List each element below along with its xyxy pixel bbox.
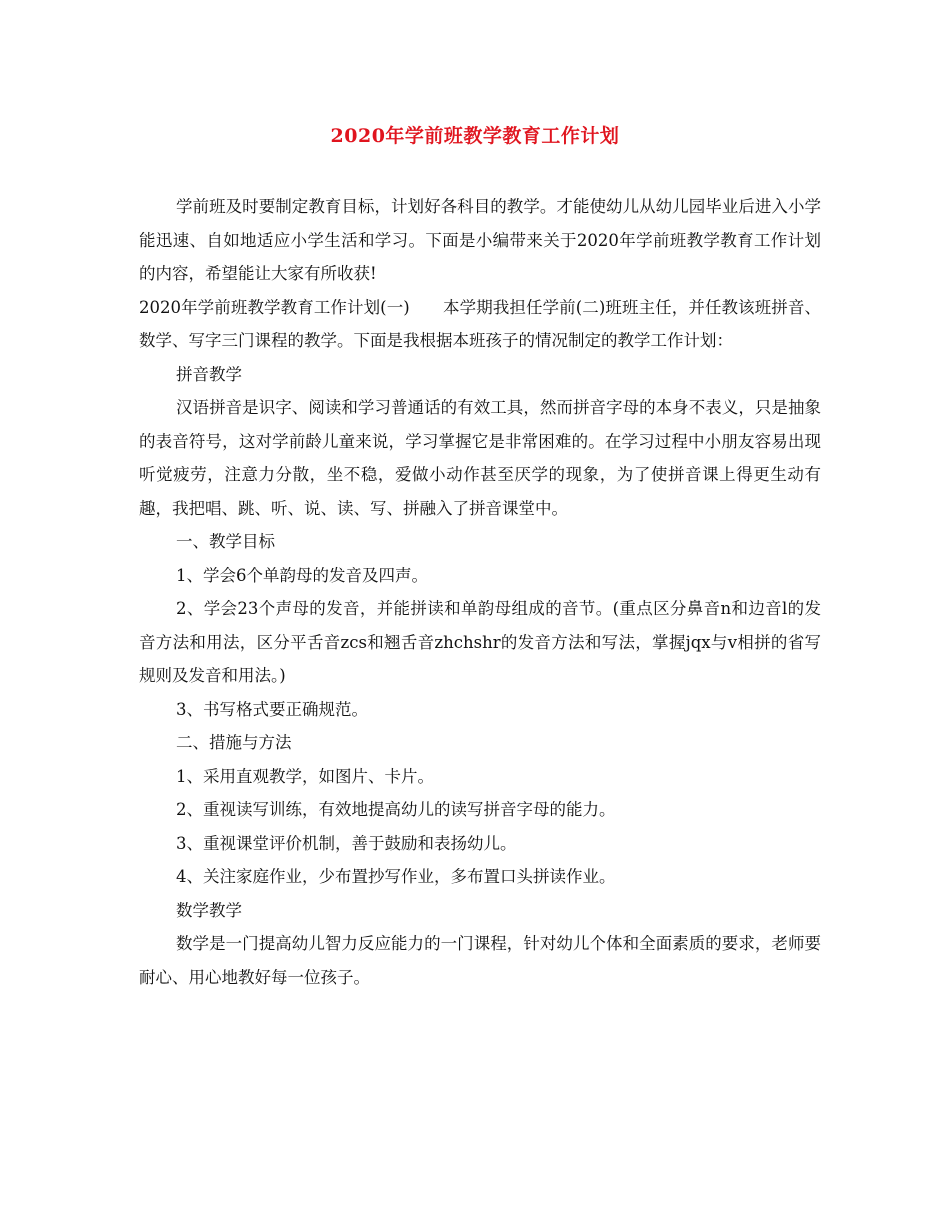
paragraph-plan-heading: 2020年学前班教学教育工作计划(一) 本学期我担任学前(二)班班主任，并任教该班拼音、数学、写字三门课程的教学。下面是我根据本班孩子的情况制定的教学工作计划： bbox=[139, 297, 821, 350]
section-heading-pinyin: 拼音教学 bbox=[176, 364, 242, 384]
list-item-goal-1: 1、学会6个单韵母的发音及四声。 bbox=[176, 565, 428, 585]
list-item-goal-2: 2、学会23个声母的发音，并能拼读和单韵母组成的音节。(重点区分鼻音n和边音l的发音方法和用法，区分平舌音zcs和翘舌音zhchshr的发音方法和写法，掌握jqx与v相拼的省写规则及发音和用法。) bbox=[139, 599, 821, 685]
subheading-teaching-goals: 一、教学目标 bbox=[176, 532, 275, 551]
paragraph-intro: 学前班及时要制定教育目标，计划好各科目的教学。才能使幼儿从幼儿园毕业后进入小学能迅速、自如地适应小学生活和学习。下面是小编带来关于2020年学前班教学教育工作计划的内容，希望能让大家有所收获! bbox=[139, 197, 821, 283]
list-item-measure-2: 2、重视读写训练，有效地提高幼儿的读写拼音字母的能力。 bbox=[176, 800, 616, 819]
subheading-measures: 二、措施与方法 bbox=[176, 733, 292, 752]
document-body bbox=[139, 190, 821, 994]
list-item-measure-3: 3、重视课堂评价机制，善于鼓励和表扬幼儿。 bbox=[176, 833, 517, 853]
list-item-measure-4: 4、关注家庭作业，少布置抄写作业，多布置口头拼读作业。 bbox=[176, 867, 616, 886]
list-item-measure-1: 1、采用直观教学，如图片、卡片。 bbox=[176, 766, 434, 786]
document-title: 2020年学前班教学教育工作计划 bbox=[330, 125, 620, 147]
list-item-goal-3: 3、书写格式要正确规范。 bbox=[176, 699, 368, 719]
section-heading-math: 数学教学 bbox=[176, 900, 242, 920]
paragraph-pinyin-intro: 汉语拼音是识字、阅读和学习普通话的有效工具，然而拼音字母的本身不表义，只是抽象的表音符号，这对学前龄儿童来说，学习掌握它是非常困难的。在学习过程中小朋友容易出现听觉疲劳，注意力分散，坐不稳，爱做小动作甚至厌学的现象，为了使拼音课上得更生动有趣，我把唱、跳、听、说、读、写、拼融入了拼音课堂中。 bbox=[139, 398, 821, 518]
paragraph-math-intro: 数学是一门提高幼儿智力反应能力的一门课程，针对幼儿个体和全面素质的要求，老师要耐心、用心地教好每一位孩子。 bbox=[139, 934, 821, 987]
